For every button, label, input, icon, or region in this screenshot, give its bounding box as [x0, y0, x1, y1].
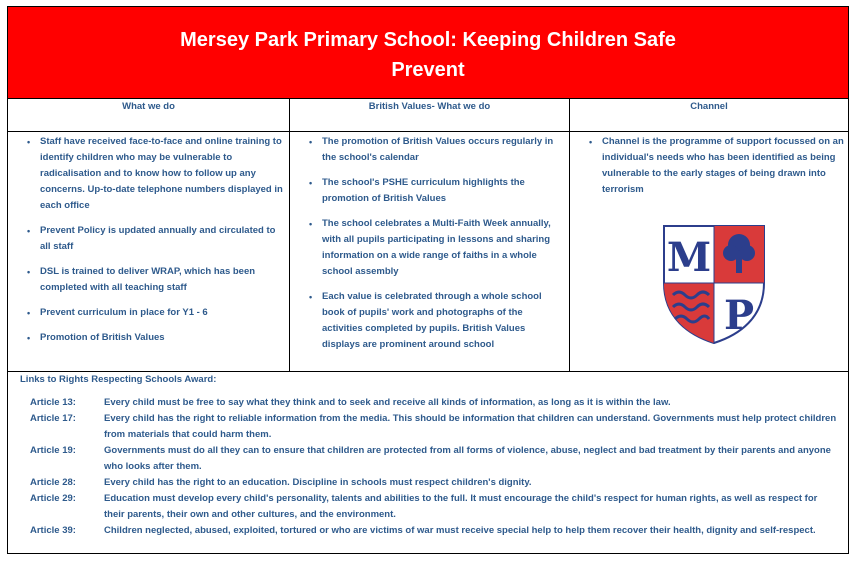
bullet-icon: • — [309, 137, 313, 147]
bullet-icon: • — [27, 226, 31, 236]
article-row: Article 19: Governments must do all they can to ensure that children are protected from all forms of violence, abuse, neglect and bad treatment by their parents and anyone who looks after them. — [30, 445, 831, 472]
list-item: • DSL is trained to deliver WRAP, which has been completed with all teaching staff — [27, 266, 256, 293]
column-header-row — [8, 99, 848, 132]
bullet-icon: • — [589, 137, 593, 147]
title-banner — [8, 7, 848, 99]
bullet-icon: • — [27, 333, 31, 343]
list-item: • Staff have received face-to-face and online training to identify children who may be vulnerable to radicalisation and to know how to follow up any concerns. Up-to-date telephone numbers displayed in each office — [27, 136, 283, 211]
document-frame — [7, 6, 849, 554]
list-item: • Promotion of British Values — [14, 330, 283, 346]
column-body-row — [8, 132, 848, 372]
bullet-icon: • — [27, 267, 31, 277]
column-heading-british-values: British Values- What we do — [368, 101, 491, 112]
channel-column — [570, 132, 848, 371]
bullet-icon: • — [27, 137, 31, 147]
page-title: Mersey Park Primary School: Keeping Children Safe — [180, 29, 676, 51]
british-values-column — [290, 132, 569, 371]
article-row: Article 29: Education must develop every child's personality, talents and abilities to the full. It must encourage the child's respect for human rights, as well as respect for their parents, their own and other cultures, and the environment. — [30, 493, 818, 520]
list-item: • The school celebrates a Multi-Faith Week annually, with all pupils participating in lessons and sharing information on a wide range of faiths in a whole school assembly — [309, 218, 551, 277]
list-item: • Each value is celebrated through a whole school book of pupils' work and photographs of the activities completed by pupils. British Values displays are prominent around school — [309, 291, 542, 350]
article-row: Article 17: Every child has the right to reliable information from the media. This should be information that children can understand. Governments must help protect children from materials that could harm them. — [30, 413, 837, 440]
list-item: • Prevent curriculum in place for Y1 - 6 — [14, 305, 283, 321]
bullet-icon: • — [309, 219, 313, 229]
bullet-icon: • — [27, 308, 31, 318]
column-heading-what-we-do: What we do — [122, 101, 175, 112]
logo-letter-p: P — [723, 292, 755, 339]
article-row: Article 28: Every child has the right to an education. Discipline in schools must respect children's dignity. — [30, 477, 532, 488]
list-item: • The promotion of British Values occurs regularly in the school's calendar — [309, 136, 554, 163]
article-row: Article 13: Every child must be free to say what they think and to seek and receive all kinds of information, as long as it is within the law. — [30, 397, 671, 408]
list-item: • The school's PSHE curriculum highlights the promotion of British Values — [309, 177, 525, 204]
bullet-icon: • — [309, 178, 313, 188]
rights-title: Links to Rights Respecting Schools Award: — [20, 374, 217, 385]
bullet-icon: • — [309, 292, 313, 302]
logo-letter-m: M — [666, 234, 712, 281]
column-heading-channel: Channel — [690, 101, 728, 112]
school-crest-logo — [661, 223, 767, 345]
what-we-do-column — [8, 132, 289, 371]
page-subtitle: Prevent — [391, 59, 465, 81]
list-item: • Prevent Policy is updated annually and circulated to all staff — [27, 225, 276, 252]
article-row: Article 39: Children neglected, abused, exploited, tortured or who are victims of war must receive special help to help them recover their health, dignity and self-respect. — [30, 525, 816, 536]
rights-respecting-section — [8, 373, 848, 539]
list-item: • Channel is the programme of support focussed on an individual's needs who has been identified as being vulnerable to the early stages of being drawn into terrorism — [589, 136, 844, 195]
